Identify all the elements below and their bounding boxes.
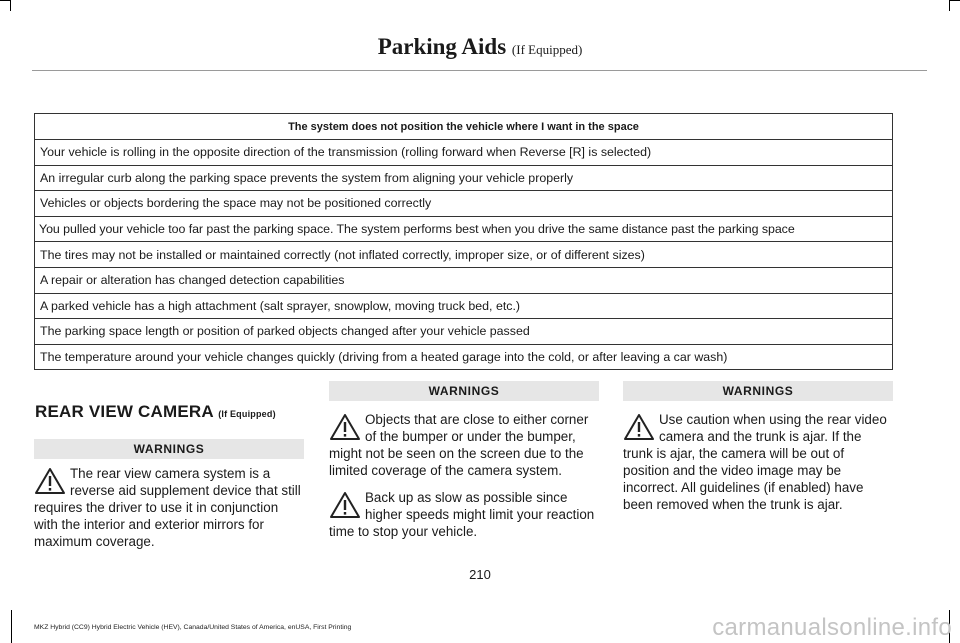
- crop-mark: [950, 0, 960, 1]
- warning-triangle-icon: [34, 467, 66, 495]
- column-2: [329, 381, 599, 550]
- warning-text: Back up as slow as possible since higher speeds might limit your reaction time to stop your vehicle.: [329, 490, 595, 539]
- causes-table: [34, 113, 893, 370]
- section-title: [35, 402, 276, 422]
- page-header: [0, 34, 960, 60]
- warning-text: Use caution when using the rear video camera and the trunk is ajar. If the trunk is ajar, the camera will be out of position and the video image may be incorrect. All guidelines (if enabled) have been removed when the trunk is ajar.: [623, 412, 887, 512]
- warnings-bar: WARNINGS: [329, 381, 599, 401]
- page-number: 210: [469, 567, 491, 582]
- warning-triangle-icon: [329, 491, 361, 519]
- table-row: Vehicles or objects bordering the space may not be positioned correctly: [35, 191, 893, 217]
- watermark: carmanualsonline.info: [712, 614, 952, 641]
- table-row: You pulled your vehicle too far past the parking space. The system performs best when you drive the same distance past the parking space: [35, 216, 893, 242]
- warning-text: Objects that are close to either corner of the bumper or under the bumper, might not be seen on the screen due to the limited coverage of the camera system.: [329, 412, 589, 478]
- footer-text: MKZ Hybrid (CC9) Hybrid Electric Vehicle (HEV), Canada/United States of America, enUSA, First Printing: [34, 624, 352, 631]
- table-row: Your vehicle is rolling in the opposite direction of the transmission (rolling forward when Reverse [R] is selected): [35, 140, 893, 166]
- section-title-text: REAR VIEW CAMERA: [35, 402, 214, 421]
- table-row: A repair or alteration has changed detection capabilities: [35, 267, 893, 293]
- column-3: [623, 381, 893, 523]
- warning-paragraph: [329, 489, 599, 540]
- warning-paragraph: [329, 411, 599, 479]
- warning-triangle-icon: [623, 413, 655, 441]
- warning-paragraph: [623, 411, 893, 513]
- crop-mark: [11, 610, 12, 643]
- header-rule: [32, 70, 927, 71]
- table-row: A parked vehicle has a high attachment (salt sprayer, snowplow, moving truck bed, etc.): [35, 293, 893, 319]
- table-row: The temperature around your vehicle changes quickly (driving from a heated garage into the cold, or after leaving a car wash): [35, 344, 893, 370]
- table-row: The tires may not be installed or maintained correctly (not inflated correctly, improper size, or of different sizes): [35, 242, 893, 268]
- table-row: An irregular curb along the parking space prevents the system from aligning your vehicle properly: [35, 165, 893, 191]
- warnings-bar: WARNINGS: [623, 381, 893, 401]
- warning-text: The rear view camera system is a reverse aid supplement device that still requires the driver to use it in conjunction with the interior and exterior mirrors for maximum coverage.: [34, 466, 301, 549]
- crop-mark: [0, 0, 10, 1]
- table-heading: The system does not position the vehicle where I want in the space: [35, 114, 893, 140]
- warning-triangle-icon: [329, 413, 361, 441]
- header-subtitle: (If Equipped): [511, 42, 583, 57]
- warnings-bar: WARNINGS: [34, 439, 304, 459]
- crop-mark: [949, 0, 950, 11]
- column-1: [34, 439, 304, 560]
- crop-mark: [10, 0, 11, 11]
- section-subtitle: (If Equipped): [218, 409, 276, 419]
- header-title: Parking Aids: [377, 34, 507, 59]
- warning-paragraph: [34, 465, 304, 550]
- table-row: The parking space length or position of parked objects changed after your vehicle passed: [35, 319, 893, 345]
